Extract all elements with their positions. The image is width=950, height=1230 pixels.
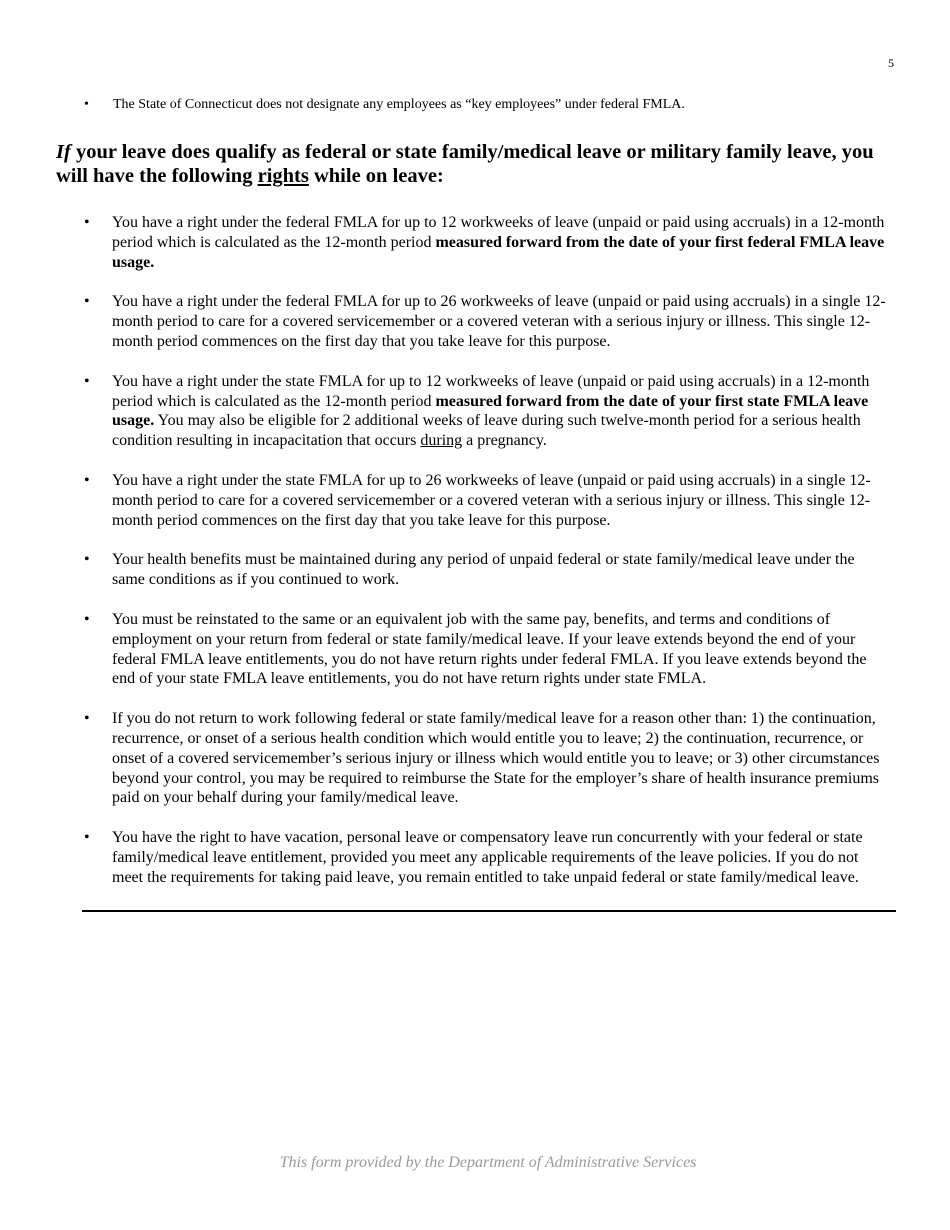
text-run: Your health benefits must be maintained during any period of unpaid federal or state family/medical leave under the same conditions as if you continued to work.	[112, 551, 855, 589]
text-run: a pregnancy.	[462, 432, 547, 450]
intro-bullet	[84, 96, 890, 114]
text-run: If you do not return to work following federal or state family/medical leave for a reason other than: 1) the continuation, recurrence, or onset of a serious health condition which would entitle you to leave; 2) the continuation, recurrence, or onset of a covered servicemember’s serious injury or illness which would entitle you to leave; or 3) other circumstances beyond your control, you may be required to reimburse the State for the employer’s share of health insurance premiums paid on your behalf during your family/medical leave.	[112, 710, 880, 807]
bullet-dot: •	[84, 829, 90, 847]
list-item-text	[112, 471, 889, 530]
list-item	[84, 292, 889, 351]
bullet-dot: •	[84, 372, 90, 390]
heading-text-part2: while on leave:	[308, 165, 444, 187]
list-item	[84, 550, 889, 590]
bullet-dot: •	[84, 610, 90, 628]
list-item	[84, 828, 889, 887]
section-heading	[56, 140, 906, 188]
bold-text-run: measured forward from the date of your first state FMLA leave usage.	[112, 392, 869, 430]
text-run: You have the right to have vacation, personal leave or compensatory leave run concurrently with your federal or state family/medical leave entitlement, provided you meet any applicable requirements of the leave policies. If you do not meet the requirements for taking paid leave, you remain entitled to take unpaid federal or state family/medical leave.	[112, 829, 863, 886]
text-run: You have a right under the state FMLA for up to 12 workweeks of leave (unpaid or paid using accruals) in a 12-month period which is calculated as the 12-month period	[112, 372, 870, 410]
bullet-dot: •	[84, 214, 90, 231]
list-item-text	[112, 292, 889, 351]
text-run: You have a right under the federal FMLA for up to 12 workweeks of leave (unpaid or paid using accruals) in a 12-month period which is calculated as the 12-month period	[112, 214, 885, 251]
horizontal-rule	[82, 910, 896, 912]
list-item-text	[112, 709, 889, 808]
list-item	[84, 213, 889, 272]
list-item-text	[112, 828, 889, 887]
heading-rights-word: rights	[257, 165, 309, 187]
bullet-dot: •	[84, 471, 90, 489]
list-item-text	[112, 550, 889, 590]
bullet-dot: •	[84, 710, 90, 728]
list-item-text	[112, 610, 889, 689]
underlined-text-run: during	[420, 432, 463, 450]
list-item-text	[112, 372, 889, 451]
list-item	[84, 471, 889, 530]
bullet-dot: •	[84, 551, 90, 569]
text-run: You may also be eligible for 2 additional weeks of leave during such twelve-month period for a serious health condition resulting in incapacitation that occurs	[112, 412, 861, 450]
intro-bullet-text: The State of Connecticut does not designate any employees as “key employees” under federal FMLA.	[113, 97, 685, 112]
text-run: You have a right under the federal FMLA for up to 26 workweeks of leave (unpaid or paid using accruals) in a single 12-month period to care for a covered servicemember or a covered veteran with a serious injury or illness. This single 12-month period commences on the first day that you take leave for this purpose.	[112, 293, 886, 350]
bold-text-run: measured forward from the date of your first federal FMLA leave usage.	[112, 233, 885, 271]
bullet-dot: •	[84, 293, 90, 311]
text-run: You must be reinstated to the same or an equivalent job with the same pay, benefits, and terms and conditions of employment on your return from federal or state family/medical leave. If your leave extends beyond the end of your federal FMLA leave entitlements, you do not have return rights under federal FMLA. If you leave extends beyond the end of your state FMLA leave entitlements, you do not have return rights under state FMLA.	[112, 610, 867, 688]
heading-text-part1: your leave does qualify as federal or state family/medical leave or military family leave, you will have the following	[56, 141, 874, 187]
text-run: You have a right under the state FMLA for up to 26 workweeks of leave (unpaid or paid using accruals) in a single 12-month period to care for a covered servicemember or a covered veteran with a serious injury or illness. This single 12-month period commences on the first day that you take leave for this purpose.	[112, 471, 871, 529]
footer-note: This form provided by the Department of Administrative Services	[279, 1154, 697, 1171]
list-item-text	[112, 213, 889, 272]
page-number: 5	[888, 56, 894, 70]
list-item	[84, 372, 889, 451]
bullet-dot: •	[84, 97, 89, 112]
heading-if-word: If	[56, 141, 71, 163]
list-item	[84, 610, 889, 689]
rights-list	[84, 213, 889, 908]
list-item	[84, 709, 889, 808]
